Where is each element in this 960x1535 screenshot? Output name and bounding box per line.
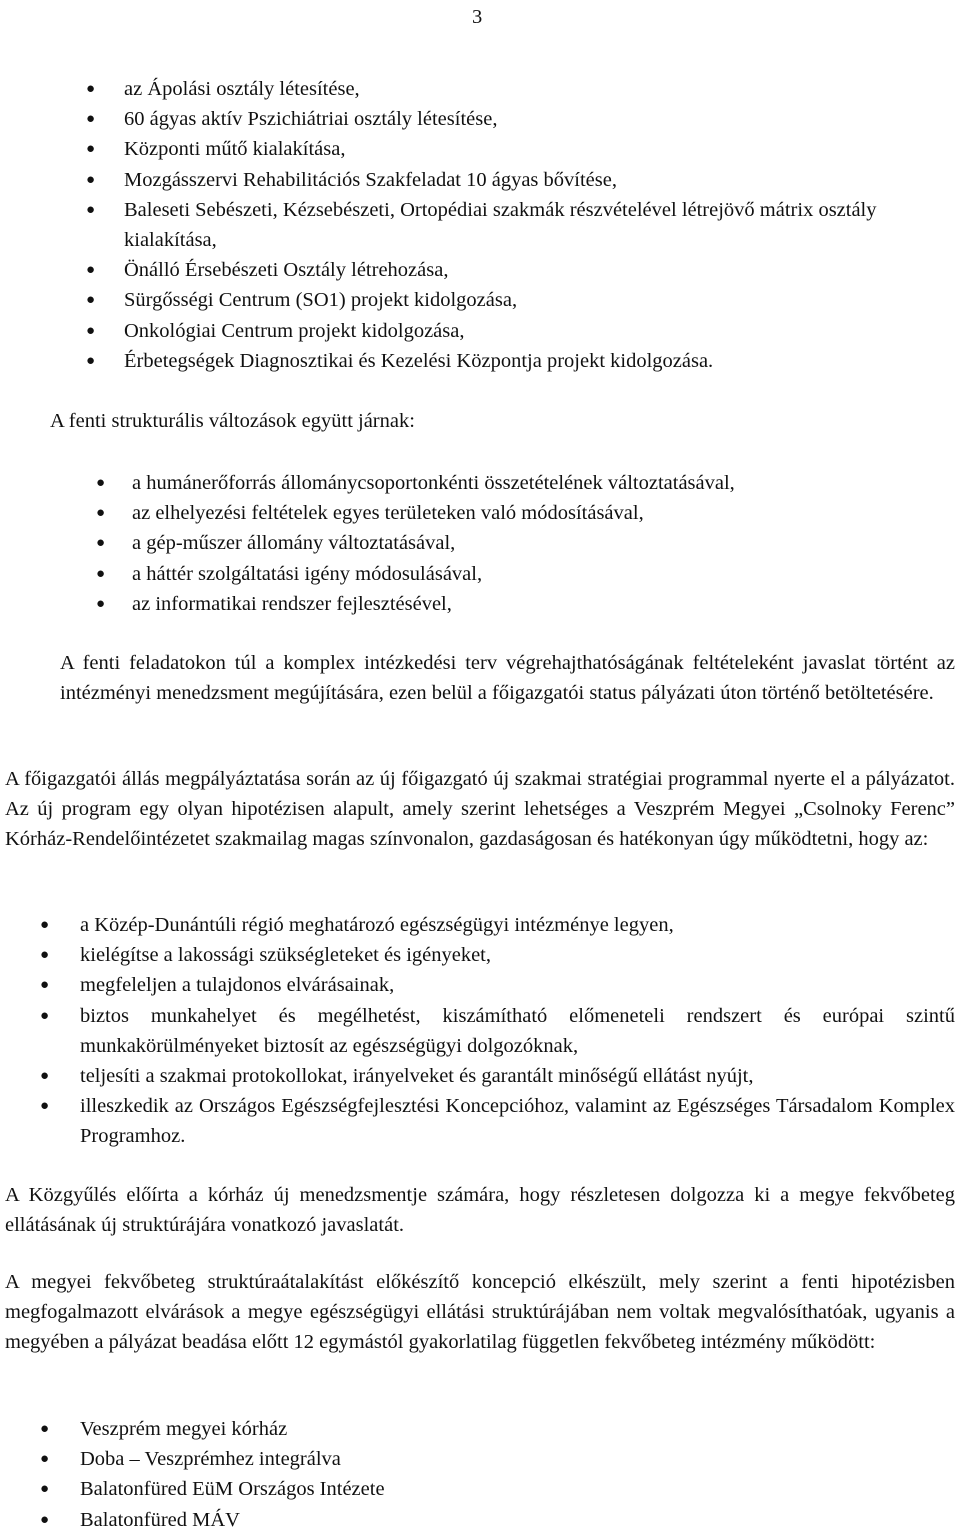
bullet-icon: ● — [86, 111, 96, 128]
bullet-icon: ● — [96, 595, 106, 612]
list-item-text: Veszprém megyei kórház — [80, 1418, 288, 1440]
list-item-text: Központi műtő kialakítása, — [124, 138, 346, 161]
list-item — [96, 589, 952, 619]
list-item-text: az Ápolási osztály létesítése, — [124, 78, 360, 100]
list-item — [40, 1061, 955, 1091]
list-item — [86, 285, 956, 315]
list-item-text: az elhelyezési feltételek egyes területeken való módosításával, — [132, 502, 644, 525]
bullet-icon: ● — [86, 322, 96, 339]
bullet-icon: ● — [40, 947, 50, 964]
list-item — [86, 104, 956, 134]
paragraph-director-program: A főigazgatói állás megpályáztatása során az új főigazgató új szakmai stratégiai programmal nyerte el a pályázatot. Az új program egy olyan hipotézisen alapult, amely szerint lehetséges a Veszprém Megyei „Csolnoky Ferenc” Kórház-Rendelőintézetet szakmailag magas színvonalon, gazdaságosan és hatékonyan úgy működtetni, hogy az: — [5, 768, 955, 851]
bullet-icon: ● — [96, 505, 106, 522]
list-item-text: 60 ágyas aktív Pszichiátriai osztály létesítése, — [124, 108, 498, 131]
paragraph-restructuring-concept: A megyei fekvőbeteg struktúraátalakítást előkészítő koncepció elkészült, mely szerint a fenti hipotézisben megfogalmazott elvárások a megye egészségügyi ellátási struktúrájában nem voltak megvalósíthatóak, ugyanis a megyében a pályázat beadása előtt 12 egymástól gyakorlatilag független fekvőbeteg intézmény működött: — [5, 1271, 955, 1354]
bullet-icon: ● — [40, 1007, 50, 1024]
list-item — [40, 910, 955, 940]
bullet-icon: ● — [86, 262, 96, 279]
list-item — [86, 195, 956, 255]
list-item-text: az informatikai rendszer fejlesztésével, — [132, 592, 452, 615]
bullet-list-institutions — [40, 1414, 955, 1535]
list-item-text: Önálló Érsebészeti Osztály létrehozása, — [124, 259, 449, 282]
list-item-text: Balatonfüred MÁV — [80, 1508, 240, 1531]
list-item — [86, 346, 956, 376]
bullet-list-developments — [86, 74, 956, 376]
list-item — [40, 1444, 955, 1474]
bullet-icon: ● — [86, 292, 96, 309]
list-item — [86, 165, 956, 195]
list-item-text: illeszkedik az Országos Egészségfejlesztési Koncepcióhoz, valamint az Egészséges Társadalom Komplex Programhoz. — [80, 1095, 955, 1148]
list-item — [40, 970, 955, 1000]
list-item-text: Onkológiai Centrum projekt kidolgozása, — [124, 319, 465, 342]
list-item-text: Doba – Veszprémhez integrálva — [80, 1448, 341, 1471]
list-item-text: a gép-műszer állomány változtatásával, — [132, 532, 456, 555]
paragraph-structural-changes-heading: A fenti strukturális változások együtt járnak: — [50, 410, 415, 432]
list-item-text: megfeleljen a tulajdonos elvárásainak, — [80, 974, 395, 997]
bullet-icon: ● — [96, 565, 106, 582]
list-item — [96, 559, 952, 589]
list-item — [40, 1091, 955, 1151]
list-item — [86, 134, 956, 164]
list-item — [40, 940, 955, 970]
list-item — [40, 1001, 955, 1061]
list-item-text: Érbetegségek Diagnosztikai és Kezelési Központja projekt kidolgozása. — [124, 349, 714, 372]
bullet-icon: ● — [40, 1511, 50, 1528]
bullet-icon: ● — [40, 977, 50, 994]
bullet-icon: ● — [40, 1451, 50, 1468]
bullet-icon: ● — [40, 1068, 50, 1085]
list-item — [86, 316, 956, 346]
bullet-list-program-goals — [40, 910, 955, 1152]
page-number: 3 — [472, 6, 483, 28]
list-item — [86, 74, 956, 104]
list-item — [96, 498, 952, 528]
list-item-text: Sürgősségi Centrum (SO1) projekt kidolgozása, — [124, 289, 518, 312]
bullet-icon: ● — [86, 171, 96, 188]
bullet-icon: ● — [40, 917, 50, 933]
list-item — [86, 255, 956, 285]
list-item-text: Balatonfüred EüM Országos Intézete — [80, 1478, 385, 1501]
list-item-text: biztos munkahelyet és megélhetést, kiszámítható előmeneteli rendszert és európai szintű munkakörülményeket biztosít az egészségügyi dolgozóknak, — [80, 1004, 955, 1057]
list-item-text: Baleseti Sebészeti, Kézsebészeti, Ortopédiai szakmák részvételével létrejövő mátrix osztály kialakítása, — [124, 198, 877, 252]
bullet-icon: ● — [86, 81, 96, 97]
bullet-icon: ● — [86, 352, 96, 369]
list-item — [40, 1474, 955, 1504]
list-item-text: a Közép-Dunántúli régió meghatározó egészségügyi intézménye legyen, — [80, 914, 674, 936]
bullet-list-structural-changes — [96, 468, 952, 619]
bullet-icon: ● — [96, 475, 106, 491]
paragraph-assembly-requirement: A Közgyűlés előírta a kórház új menedzsmentje számára, hogy részletesen dolgozza ki a megye fekvőbeteg ellátásának új struktúrájára vonatkozó javaslatát. — [5, 1184, 955, 1237]
paragraph-management-renewal: A fenti feladatokon túl a komplex intézkedési terv végrehajthatóságának feltételeként javaslat történt az intézményi menedzsment megújítására, ezen belül a főigazgatói status pályázati úton történő betöltetésére. — [60, 652, 955, 705]
list-item-text: a háttér szolgáltatási igény módosulásával, — [132, 562, 483, 585]
bullet-icon: ● — [40, 1421, 50, 1437]
list-item-text: teljesíti a szakmai protokollokat, irányelveket és garantált minőségű ellátást nyújt, — [80, 1065, 754, 1088]
list-item — [96, 528, 952, 558]
list-item — [40, 1505, 955, 1535]
bullet-icon: ● — [86, 201, 96, 218]
list-item — [96, 468, 952, 498]
bullet-icon: ● — [96, 535, 106, 552]
list-item — [40, 1414, 955, 1444]
bullet-icon: ● — [40, 1481, 50, 1498]
list-item-text: a humánerőforrás állománycsoportonkénti összetételének változtatásával, — [132, 472, 735, 494]
list-item-text: Mozgásszervi Rehabilitációs Szakfeladat 10 ágyas bővítése, — [124, 168, 617, 191]
bullet-icon: ● — [86, 141, 96, 158]
bullet-icon: ● — [40, 1098, 50, 1115]
list-item-text: kielégítse a lakossági szükségleteket és igényeket, — [80, 944, 492, 967]
